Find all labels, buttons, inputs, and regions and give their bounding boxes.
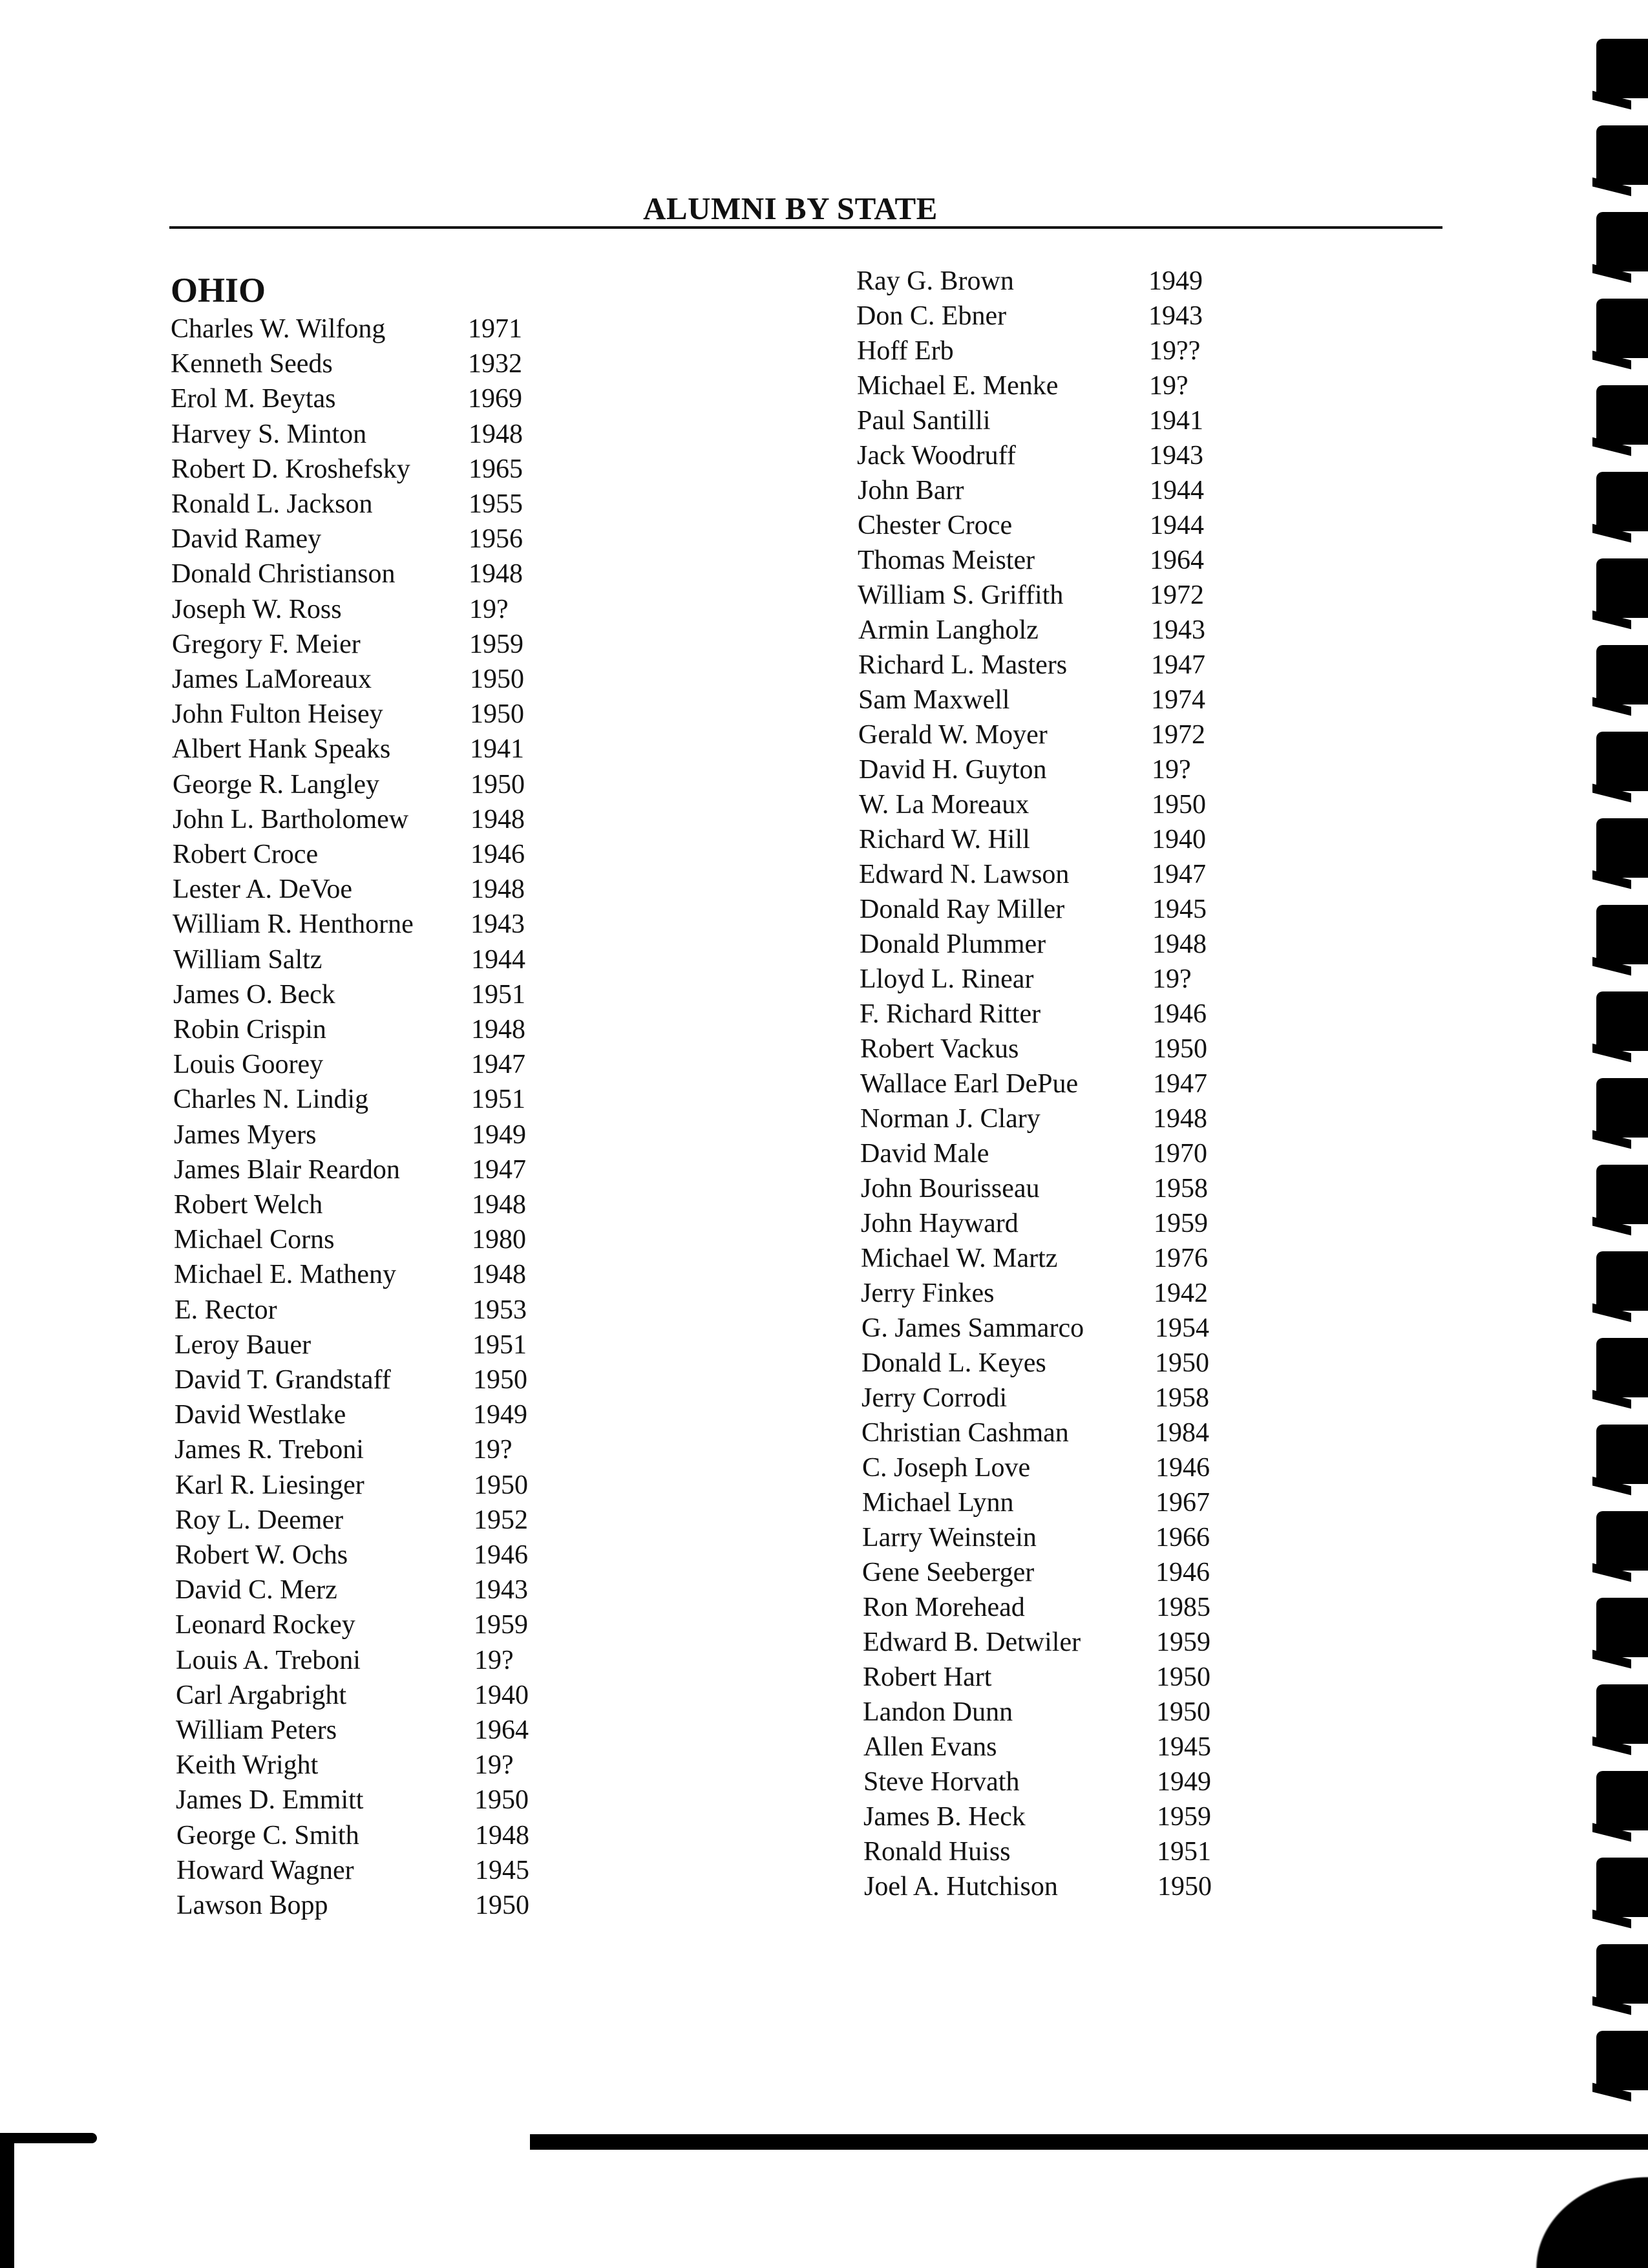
alumni-year: 1940: [474, 1680, 529, 1710]
alumni-year: 1950: [1157, 1872, 1212, 1902]
alumni-year: 1974: [1151, 685, 1205, 715]
alumni-name: Carl Argabright: [176, 1680, 347, 1710]
alumni-name: David T. Grandstaff: [174, 1365, 391, 1395]
binding-comb-tooth: [1596, 385, 1648, 445]
alumni-name: E. Rector: [174, 1295, 277, 1325]
alumni-name: William Peters: [176, 1715, 337, 1745]
alumni-name: Michael Corns: [174, 1225, 335, 1255]
alumni-year: 1948: [470, 805, 525, 834]
alumni-name: David Ramey: [171, 524, 322, 554]
alumni-name: William Saltz: [173, 945, 322, 975]
alumni-year: 1953: [472, 1295, 527, 1325]
alumni-year: 1947: [472, 1155, 526, 1185]
alumni-name: Gregory F. Meier: [172, 630, 361, 659]
alumni-name: Larry Weinstein: [862, 1523, 1037, 1553]
page-title: ALUMNI BY STATE: [643, 191, 938, 226]
alumni-year: 1959: [474, 1610, 528, 1640]
binding-comb-tooth: [1596, 818, 1648, 878]
alumni-year: 1945: [475, 1856, 529, 1885]
alumni-year: 1949: [472, 1120, 526, 1150]
alumni-name: G. James Sammarco: [861, 1313, 1084, 1343]
alumni-year: 1940: [1152, 825, 1206, 854]
alumni-year: 1948: [469, 559, 523, 589]
alumni-name: Leroy Bauer: [174, 1330, 312, 1360]
alumni-name: Richard L. Masters: [858, 650, 1068, 680]
alumni-year: 1959: [469, 630, 523, 659]
alumni-year: 1946: [1156, 1453, 1210, 1483]
alumni-year: 1967: [1156, 1488, 1210, 1518]
alumni-name: Robert Hart: [863, 1662, 992, 1692]
alumni-name: Charles W. Wilfong: [171, 314, 386, 344]
alumni-name: Edward B. Detwiler: [863, 1627, 1081, 1657]
alumni-year: 1948: [472, 1260, 526, 1289]
alumni-year: 1946: [1156, 1558, 1210, 1587]
alumni-name: Gerald W. Moyer: [858, 720, 1048, 750]
alumni-name: Armin Langholz: [858, 615, 1039, 645]
alumni-name: Norman J. Clary: [860, 1104, 1041, 1134]
alumni-name: David Male: [860, 1139, 989, 1169]
alumni-name: Steve Horvath: [863, 1767, 1020, 1797]
alumni-name: George R. Langley: [173, 770, 379, 800]
alumni-year: 1950: [474, 1785, 529, 1815]
alumni-year: 1942: [1154, 1278, 1208, 1308]
binding-comb-tooth: [1596, 299, 1648, 358]
alumni-year: 1959: [1157, 1802, 1211, 1832]
alumni-name: Michael E. Menke: [857, 371, 1059, 401]
binding-comb-tooth: [1596, 1771, 1648, 1830]
alumni-name: Jack Woodruff: [857, 441, 1016, 471]
alumni-year: 1955: [469, 489, 523, 519]
scan-edge-band: [530, 2134, 1648, 2150]
alumni-name: Robert D. Kroshefsky: [171, 454, 410, 484]
binding-comb-tooth: [1596, 1251, 1648, 1311]
alumni-year: 1958: [1154, 1174, 1208, 1203]
alumni-name: David H. Guyton: [859, 755, 1047, 785]
alumni-name: Louis A. Treboni: [176, 1646, 361, 1675]
alumni-year: 1964: [474, 1715, 529, 1745]
alumni-name: Allen Evans: [863, 1732, 997, 1762]
binding-comb-tooth: [1596, 991, 1648, 1051]
alumni-year: 1976: [1154, 1244, 1208, 1273]
binding-comb-tooth: [1596, 1598, 1648, 1657]
alumni-name: Robert Vackus: [860, 1034, 1019, 1064]
alumni-year: 1954: [1155, 1313, 1209, 1343]
alumni-year: 1947: [1152, 860, 1206, 889]
alumni-year: 1970: [1153, 1139, 1207, 1169]
alumni-year: 1948: [475, 1821, 529, 1850]
alumni-year: 1948: [470, 874, 525, 904]
alumni-year: 1950: [1153, 1034, 1207, 1064]
alumni-name: Edward N. Lawson: [859, 860, 1070, 889]
alumni-year: 1950: [1155, 1348, 1209, 1378]
alumni-name: James LaMoreaux: [172, 664, 372, 694]
binding-comb-tooth: [1596, 1165, 1648, 1224]
alumni-name: Ron Morehead: [863, 1593, 1025, 1622]
alumni-name: John Hayward: [861, 1209, 1019, 1238]
alumni-year: 1971: [468, 314, 522, 344]
alumni-year: 1965: [469, 454, 523, 484]
alumni-year: 1972: [1150, 580, 1204, 610]
alumni-name: Erol M. Beytas: [171, 384, 336, 414]
alumni-name: Jerry Finkes: [861, 1278, 995, 1308]
alumni-name: Chester Croce: [858, 511, 1013, 540]
alumni-name: Michael W. Martz: [861, 1244, 1058, 1273]
alumni-name: Michael E. Matheny: [174, 1260, 397, 1289]
alumni-year: 1985: [1156, 1593, 1210, 1622]
alumni-name: Jerry Corrodi: [861, 1383, 1008, 1413]
alumni-year: 1948: [1152, 929, 1207, 959]
alumni-name: Robert W. Ochs: [175, 1540, 348, 1570]
alumni-year: 19??: [1149, 336, 1201, 366]
alumni-name: Lawson Bopp: [176, 1891, 328, 1920]
alumni-name: Donald Christianson: [171, 559, 396, 589]
alumni-year: 1943: [1151, 615, 1205, 645]
alumni-name: Louis Goorey: [173, 1050, 324, 1079]
alumni-year: 1984: [1155, 1418, 1209, 1448]
alumni-year: 19?: [1149, 371, 1188, 401]
scan-edge-mark: [0, 2133, 97, 2143]
alumni-year: 1946: [470, 840, 525, 869]
alumni-name: Karl R. Liesinger: [175, 1470, 364, 1500]
alumni-name: Charles N. Lindig: [173, 1085, 369, 1114]
alumni-year: 1950: [470, 699, 524, 729]
alumni-name: Richard W. Hill: [859, 825, 1030, 854]
alumni-year: 1951: [471, 1085, 525, 1114]
alumni-year: 1947: [1151, 650, 1205, 680]
alumni-year: 19?: [1152, 755, 1191, 785]
alumni-name: C. Joseph Love: [862, 1453, 1031, 1483]
alumni-name: Gene Seeberger: [862, 1558, 1035, 1587]
alumni-year: 1943: [1148, 301, 1203, 331]
alumni-name: Keith Wright: [176, 1750, 319, 1780]
alumni-name: William S. Griffith: [858, 580, 1064, 610]
alumni-name: Wallace Earl DePue: [860, 1069, 1079, 1099]
alumni-name: Joseph W. Ross: [172, 595, 342, 624]
alumni-name: Albert Hank Speaks: [172, 734, 391, 764]
binding-comb-tooth: [1596, 645, 1648, 705]
alumni-name: Roy L. Deemer: [175, 1505, 344, 1535]
alumni-year: 1980: [472, 1225, 526, 1255]
alumni-year: 1944: [1150, 476, 1204, 505]
alumni-year: 1950: [1156, 1697, 1210, 1727]
alumni-name: Harvey S. Minton: [171, 419, 367, 449]
alumni-year: 1969: [468, 384, 522, 414]
scan-edge-mark: [0, 2139, 14, 2268]
scan-edge-mark: [1506, 2152, 1648, 2268]
binding-comb-tooth: [1596, 125, 1648, 185]
alumni-year: 1951: [1157, 1837, 1211, 1867]
binding-comb-tooth: [1596, 1425, 1648, 1484]
alumni-name: F. Richard Ritter: [860, 999, 1041, 1029]
alumni-name: John L. Bartholomew: [173, 805, 409, 834]
alumni-year: 1959: [1156, 1627, 1210, 1657]
alumni-name: Howard Wagner: [176, 1856, 354, 1885]
alumni-year: 1947: [471, 1050, 525, 1079]
alumni-year: 1945: [1152, 895, 1207, 924]
alumni-year: 1944: [1150, 511, 1204, 540]
alumni-year: 1944: [471, 945, 525, 975]
alumni-name: James D. Emmitt: [176, 1785, 364, 1815]
alumni-year: 1948: [469, 419, 523, 449]
alumni-year: 1951: [471, 980, 525, 1010]
alumni-name: George C. Smith: [176, 1821, 359, 1850]
binding-comb-tooth: [1596, 1511, 1648, 1571]
alumni-year: 1948: [1153, 1104, 1207, 1134]
alumni-year: 19?: [474, 1646, 514, 1675]
alumni-year: 1949: [1148, 266, 1203, 296]
alumni-name: Kenneth Seeds: [171, 349, 333, 379]
alumni-year: 1958: [1155, 1383, 1209, 1413]
alumni-name: Christian Cashman: [861, 1418, 1069, 1448]
alumni-name: Robert Welch: [174, 1190, 323, 1220]
alumni-name: Donald Ray Miller: [860, 895, 1065, 924]
alumni-year: 1948: [472, 1190, 526, 1220]
alumni-year: 19?: [473, 1435, 512, 1465]
alumni-name: Don C. Ebner: [856, 301, 1007, 331]
alumni-year: 1932: [468, 349, 522, 379]
alumni-name: Michael Lynn: [862, 1488, 1014, 1518]
alumni-year: 1941: [470, 734, 524, 764]
alumni-name: Lloyd L. Rinear: [860, 964, 1034, 994]
binding-comb-tooth: [1596, 2031, 1648, 2090]
alumni-year: 1949: [473, 1400, 527, 1430]
alumni-name: Donald L. Keyes: [861, 1348, 1046, 1378]
alumni-name: Ronald Huiss: [863, 1837, 1011, 1867]
binding-comb-tooth: [1596, 1944, 1648, 2004]
alumni-name: John Fulton Heisey: [172, 699, 383, 729]
alumni-name: Landon Dunn: [863, 1697, 1013, 1727]
alumni-year: 1943: [470, 909, 525, 939]
binding-comb-tooth: [1596, 1078, 1648, 1138]
alumni-year: 1972: [1151, 720, 1205, 750]
alumni-year: 1964: [1150, 546, 1204, 575]
binding-comb-tooth: [1596, 1858, 1648, 1917]
alumni-name: James Blair Reardon: [174, 1155, 400, 1185]
alumni-name: John Bourisseau: [861, 1174, 1040, 1203]
alumni-name: Paul Santilli: [857, 406, 991, 436]
alumni-year: 19?: [474, 1750, 514, 1780]
alumni-name: Donald Plummer: [860, 929, 1046, 959]
alumni-year: 19?: [1152, 964, 1192, 994]
binding-comb-tooth: [1596, 39, 1648, 98]
alumni-year: 1950: [1152, 790, 1206, 820]
alumni-year: 1943: [474, 1575, 528, 1605]
alumni-name: Ray G. Brown: [856, 266, 1014, 296]
state-heading: OHIO: [171, 271, 266, 310]
alumni-name: Lester A. DeVoe: [173, 874, 352, 904]
alumni-year: 1950: [470, 664, 524, 694]
alumni-year: 1956: [469, 524, 523, 554]
alumni-name: David Westlake: [174, 1400, 346, 1430]
alumni-name: W. La Moreaux: [859, 790, 1030, 820]
alumni-year: 1943: [1149, 441, 1203, 471]
alumni-year: 19?: [469, 595, 509, 624]
alumni-name: Ronald L. Jackson: [171, 489, 373, 519]
alumni-year: 1945: [1157, 1732, 1211, 1762]
alumni-year: 1946: [474, 1540, 528, 1570]
alumni-year: 1952: [474, 1505, 528, 1535]
alumni-year: 1950: [473, 1365, 527, 1395]
binding-comb-tooth: [1596, 472, 1648, 531]
alumni-year: 1959: [1154, 1209, 1208, 1238]
alumni-year: 1949: [1157, 1767, 1211, 1797]
alumni-name: James Myers: [174, 1120, 317, 1150]
alumni-name: James O. Beck: [173, 980, 335, 1010]
alumni-year: 1966: [1156, 1523, 1210, 1553]
binding-comb-tooth: [1596, 905, 1648, 964]
binding-comb-tooth: [1596, 212, 1648, 271]
alumni-name: James R. Treboni: [174, 1435, 364, 1465]
alumni-name: James B. Heck: [863, 1802, 1026, 1832]
alumni-name: David C. Merz: [175, 1575, 337, 1605]
alumni-name: Hoff Erb: [857, 336, 954, 366]
alumni-name: William R. Henthorne: [173, 909, 414, 939]
alumni-name: John Barr: [858, 476, 964, 505]
alumni-year: 1941: [1149, 406, 1203, 436]
alumni-year: 1948: [471, 1015, 525, 1044]
alumni-year: 1951: [472, 1330, 527, 1360]
binding-comb-tooth: [1596, 1338, 1648, 1397]
alumni-name: Joel A. Hutchison: [864, 1872, 1058, 1902]
alumni-year: 1950: [474, 1470, 528, 1500]
alumni-name: Sam Maxwell: [858, 685, 1010, 715]
binding-comb-tooth: [1596, 558, 1648, 618]
alumni-name: Robert Croce: [173, 840, 319, 869]
alumni-year: 1946: [1152, 999, 1207, 1029]
alumni-year: 1950: [475, 1891, 529, 1920]
alumni-name: Thomas Meister: [858, 546, 1035, 575]
alumni-year: 1950: [470, 770, 525, 800]
alumni-name: Leonard Rockey: [175, 1610, 355, 1640]
title-divider: [169, 226, 1442, 229]
alumni-year: 1947: [1153, 1069, 1207, 1099]
binding-comb-tooth: [1596, 1684, 1648, 1744]
binding-comb-tooth: [1596, 732, 1648, 791]
alumni-year: 1950: [1156, 1662, 1210, 1692]
alumni-name: Robin Crispin: [173, 1015, 326, 1044]
